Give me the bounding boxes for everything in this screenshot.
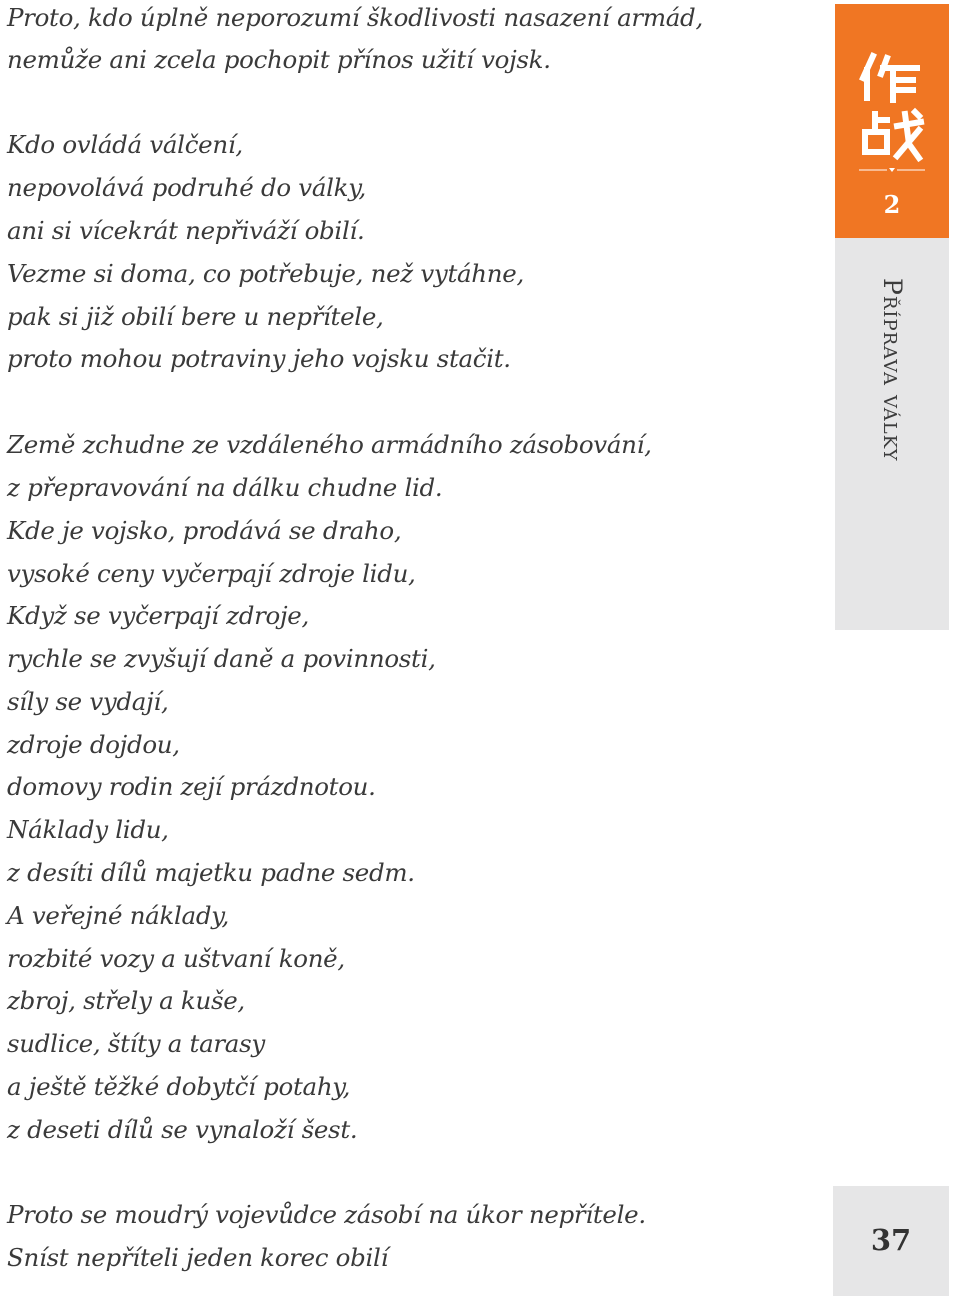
chinese-seal-logo: [835, 48, 949, 176]
poem-line: vysoké ceny vyčerpají zdroje lidu,: [7, 559, 416, 588]
poem-line: sudlice, štíty a tarasy: [7, 1029, 265, 1058]
poem-line: Proto se moudrý vojevůdce zásobí na úkor nepřítele.: [7, 1200, 646, 1229]
page-number: 37: [870, 1223, 912, 1257]
poem-line: Země zchudne ze vzdáleného armádního zásobování,: [7, 430, 652, 459]
poem-line: ani si vícekrát nepřiváží obilí.: [7, 216, 365, 245]
poem-line: z deseti dílů se vynaloží šest.: [7, 1115, 358, 1144]
poem-line: nepovolává podruhé do války,: [7, 173, 366, 202]
poem-line: Kde je vojsko, prodává se draho,: [7, 516, 402, 545]
poem-line: zdroje dojdou,: [7, 730, 180, 759]
poem-line: Když se vyčerpají zdroje,: [7, 601, 309, 630]
poem-line: Sníst nepříteli jeden korec obilí: [7, 1243, 389, 1272]
poem-line: Proto, kdo úplně neporozumí škodlivosti nasazení armád,: [7, 3, 703, 32]
chapter-title: Příprava války: [878, 278, 907, 462]
poem-line: A veřejné náklady,: [7, 901, 230, 930]
poem-line: pak si již obilí bere u nepřítele,: [7, 302, 384, 331]
poem-line: zbroj, střely a kuše,: [7, 986, 245, 1015]
poem-line: domovy rodin zejí prázdnotou.: [7, 772, 376, 801]
page-number-box: [833, 1186, 949, 1296]
chapter-title-panel: [835, 238, 949, 630]
poem-line: Náklady lidu,: [7, 815, 169, 844]
poem-line: z přepravování na dálku chudne lid.: [7, 473, 443, 502]
poem-line: z desíti dílů majetku padne sedm.: [7, 858, 415, 887]
chapter-number: 2: [883, 190, 901, 219]
poem-line: a ještě těžké dobytčí potahy,: [7, 1072, 351, 1101]
poem-line: Kdo ovládá válčení,: [7, 130, 243, 159]
poem-line: rozbité vozy a uštvaní koně,: [7, 944, 345, 973]
poem-line: Vezme si doma, co potřebuje, než vytáhne,: [7, 259, 524, 288]
chapter-tab: [835, 4, 949, 238]
poem-line: proto mohou potraviny jeho vojsku stačit.: [7, 344, 511, 373]
poem-line: síly se vydají,: [7, 687, 169, 716]
poem-line: nemůže ani zcela pochopit přínos užití vojsk.: [7, 45, 551, 74]
poem-line: rychle se zvyšují daně a povinnosti,: [7, 644, 436, 673]
